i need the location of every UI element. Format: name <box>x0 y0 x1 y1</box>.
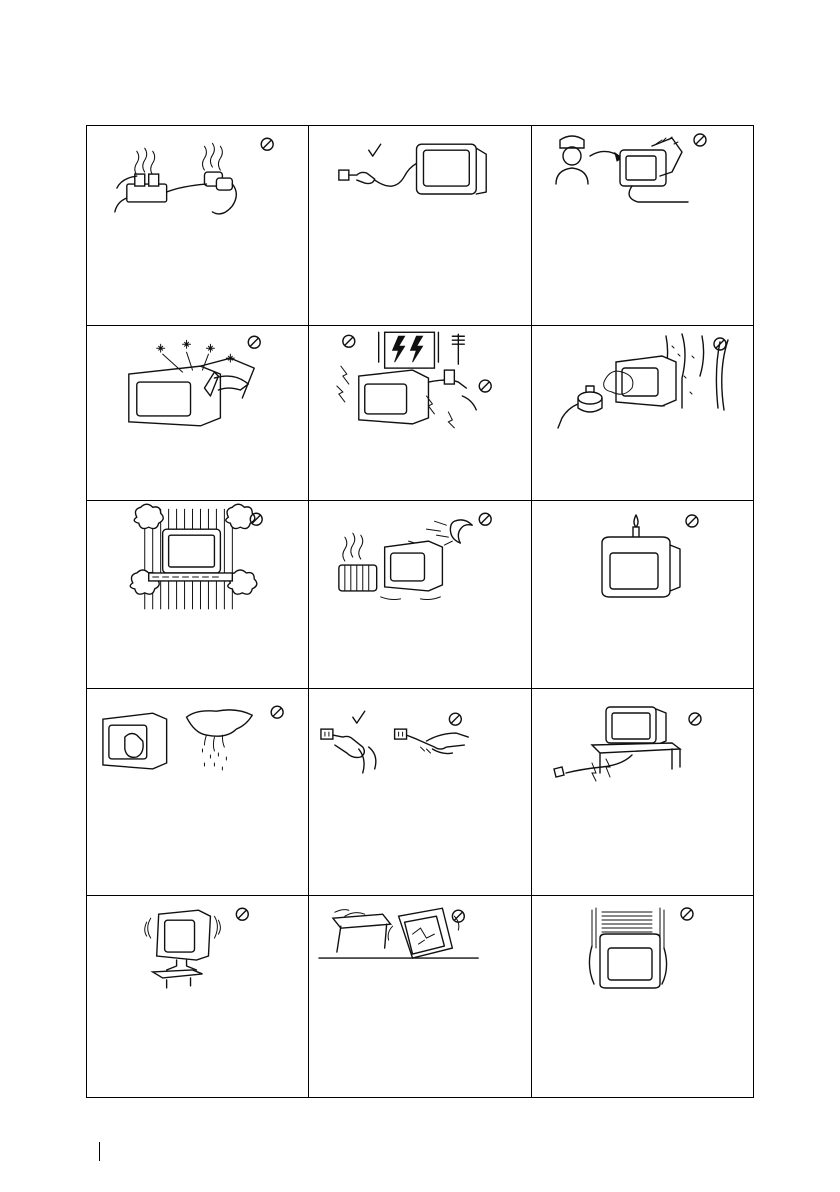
cell-lightning <box>309 326 532 501</box>
cell-damaged-cord <box>532 689 753 896</box>
candle-illustration <box>532 501 753 636</box>
prohibited-symbol-icon <box>694 134 706 146</box>
cell-fallen-tv <box>309 896 532 1097</box>
prohibited-symbol-icon <box>689 713 701 725</box>
blocked-vents-illustration <box>87 501 308 636</box>
cell-correct-plug <box>309 126 532 326</box>
prohibited-symbol-icon <box>271 706 283 718</box>
check-mark-icon <box>369 144 381 156</box>
stacked-objects-illustration <box>532 896 753 1031</box>
cell-humidifier <box>532 326 753 501</box>
cell-unplug-properly <box>309 689 532 896</box>
correct-plug-illustration <box>309 126 531 261</box>
damaged-cord-illustration <box>532 689 753 824</box>
cell-foreign-object <box>87 326 309 501</box>
prohibited-symbol-icon <box>479 513 491 525</box>
fallen-tv-illustration <box>309 896 531 1031</box>
cell-wet-cloth <box>87 689 309 896</box>
overloaded-outlet-illustration <box>87 126 308 261</box>
cell-unstable-stand <box>87 896 309 1097</box>
cell-service-person <box>532 126 753 326</box>
prohibited-symbol-icon <box>449 713 461 725</box>
unstable-stand-illustration <box>87 896 308 1031</box>
service-person-illustration <box>532 126 753 261</box>
prohibited-symbol-icon <box>714 338 726 350</box>
check-mark-icon <box>353 711 365 723</box>
humidifier-illustration <box>532 326 753 461</box>
prohibited-symbol-icon <box>479 380 491 392</box>
safety-illustration-grid <box>86 125 754 1098</box>
foreign-object-illustration <box>87 326 308 461</box>
prohibited-symbol-icon <box>686 515 698 527</box>
prohibited-symbol-icon <box>343 335 355 347</box>
prohibited-symbol-icon <box>681 908 693 920</box>
prohibited-symbol-icon <box>248 336 260 348</box>
wet-cloth-illustration <box>87 689 308 824</box>
cell-blocked-vents <box>87 501 309 689</box>
cell-heat-sun <box>309 501 532 689</box>
unplug-properly-illustration <box>309 689 531 824</box>
page-margin-bar <box>99 1142 100 1161</box>
prohibited-symbol-icon <box>261 138 273 150</box>
cell-stacked-objects <box>532 896 753 1097</box>
prohibited-symbol-icon <box>236 908 248 920</box>
cell-candle <box>532 501 753 689</box>
lightning-illustration <box>309 326 531 461</box>
cell-overloaded-outlet <box>87 126 309 326</box>
heat-sun-illustration <box>309 501 531 636</box>
